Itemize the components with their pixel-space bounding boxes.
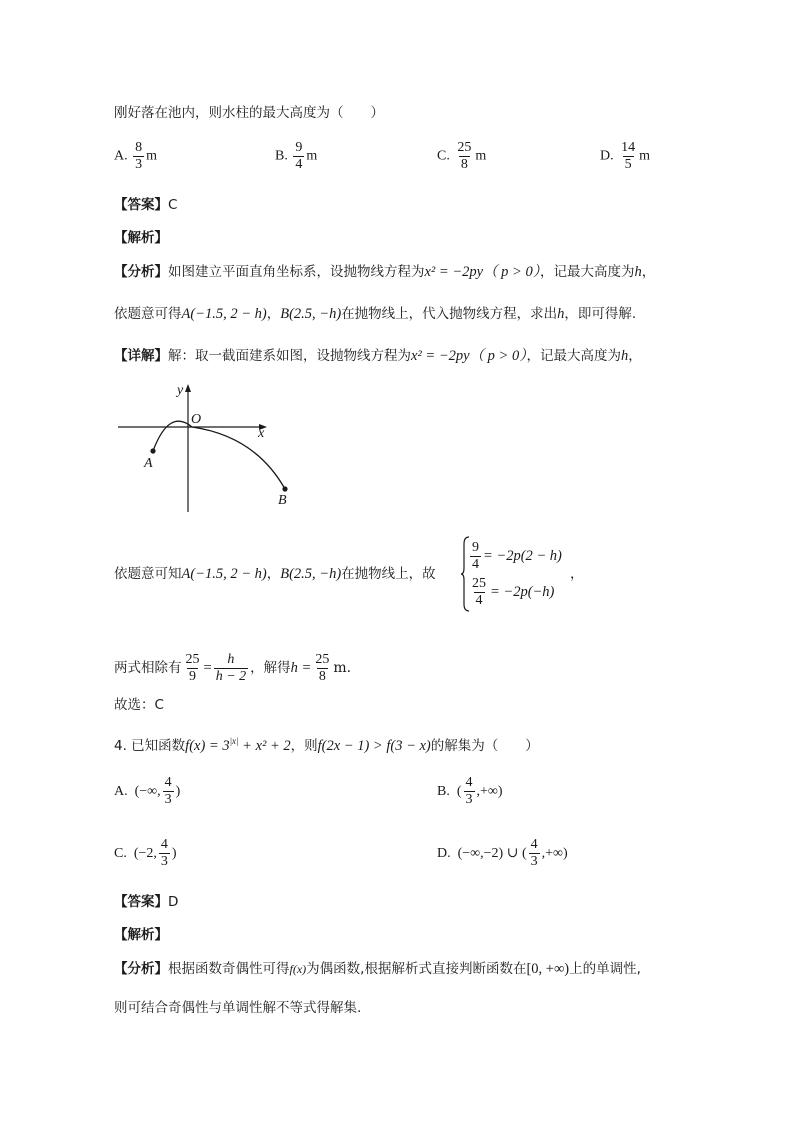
point-b-dot: [282, 486, 287, 491]
fraction: $\frac{4}{3}$: [465, 775, 473, 807]
detail-text: 在抛物线上，故: [341, 566, 436, 582]
point-a-dot: [150, 448, 155, 453]
analysis-line-2: [114, 305, 636, 323]
detail-text: 两式相除有: [114, 660, 182, 676]
choose-line: 故选：C: [114, 697, 164, 713]
h-symbol: h: [634, 264, 642, 280]
inequality: f(2x − 1) > f(3 − x): [317, 738, 431, 754]
detail-line-3: [114, 648, 351, 688]
fraction: $\frac{25}{8}$: [315, 651, 330, 684]
detail-line-1: [114, 347, 642, 365]
fraction: $\frac{25}{4}$: [472, 575, 486, 608]
option-c: C. $\frac{25}{8}$ m: [437, 140, 487, 172]
punct: ，: [570, 566, 584, 582]
detail-text: 解：取一截面建系如图，设抛物线方程为: [168, 348, 411, 364]
option-b: B. ( $\frac{4}{3}$ ,+∞): [437, 775, 503, 807]
question-stem-tail: 刚好落在池内，则水柱的最大高度为（ ）: [114, 105, 384, 121]
a-label: A: [144, 456, 153, 471]
fraction: $\frac{8}{3}$: [135, 140, 143, 172]
option-label: A.: [114, 148, 128, 164]
punct: ，: [266, 566, 281, 582]
fraction: $\frac{14}{5}$: [621, 140, 636, 172]
x-label: x: [258, 426, 265, 441]
point-b: B(2.5, −h): [280, 566, 342, 582]
analysis-text: 根据函数奇偶性可得: [168, 961, 290, 977]
fraction: $\frac{4}{3}$: [160, 837, 168, 869]
punct: ，: [628, 348, 642, 364]
point-a: A(−1.5, 2 − h): [181, 566, 267, 582]
detail-tag: 【详解】: [114, 348, 168, 364]
h-symbol: h: [557, 306, 565, 322]
p-condition: （ p > 0）: [469, 348, 527, 364]
fraction: $\frac{25}{8}$: [457, 140, 472, 172]
parabola-figure: [110, 378, 300, 518]
period: .: [346, 660, 352, 676]
equals: =: [203, 660, 212, 676]
function-def: $f(x) = 3^{|x|} + x^2 + 2$: [185, 736, 291, 754]
h-symbol: h: [620, 348, 629, 364]
option-c: C. (−2, $\frac{4}{3}$ ): [114, 837, 177, 869]
fraction: $\frac{4}{3}$: [164, 775, 172, 807]
punct: ，: [266, 306, 281, 322]
parabola-equation: x² = −2py: [411, 348, 470, 364]
detail-text: ，解得: [250, 660, 291, 676]
equation-rhs: = −2p(2 − h): [483, 547, 562, 564]
answer-value: C: [168, 197, 178, 213]
detail-text: ，记最大高度为: [526, 348, 621, 364]
analysis-text: 依题意可得: [114, 306, 182, 322]
analysis-line-2: 则可结合奇偶性与单调性解不等式得解集.: [114, 1000, 362, 1016]
unit: m: [333, 660, 347, 676]
answer-tag: 【答案】: [114, 894, 168, 910]
option-label: C.: [437, 148, 450, 164]
option-d: D. (−∞,−2) ∪ ( $\frac{4}{3}$ ,+∞): [437, 837, 568, 869]
point-b: B(2.5, −h): [280, 306, 342, 322]
answer-tag: 【答案】: [114, 197, 168, 213]
analysis-line-1: [114, 263, 655, 281]
option-label: A.: [114, 783, 128, 799]
question-4-stem: [114, 732, 539, 755]
option-a: A. (−∞, $\frac{4}{3}$ ): [114, 775, 181, 807]
analysis-text: 上的单调性,: [569, 961, 641, 977]
b-label: B: [278, 493, 287, 508]
h-equals: h =: [290, 660, 312, 676]
equation-rhs: = −2p(−h): [490, 583, 555, 600]
stem-text: ，则: [290, 738, 318, 754]
option-label: D.: [600, 148, 614, 164]
analysis-text: ，记最大高度为: [539, 264, 635, 280]
analysis-tag: 【分析】: [114, 961, 168, 977]
answer-line: [114, 196, 177, 214]
jiexi-tag: 【解析】: [114, 927, 168, 943]
function-ref: f(x): [289, 962, 307, 976]
option-d: D. $\frac{14}{5}$ m: [600, 140, 651, 172]
punct: ，: [641, 264, 656, 280]
parabola-equation: x² = −2py: [424, 264, 484, 280]
y-label: y: [177, 383, 184, 398]
fraction: $\frac{4}{3}$: [530, 837, 538, 869]
interval: [0, +∞): [526, 961, 570, 977]
analysis-text: ，即可得解.: [564, 306, 637, 322]
option-label: C.: [114, 845, 127, 861]
detail-line-2: [114, 565, 436, 583]
option-a: A. $\frac{8}{3}$ m: [114, 140, 158, 172]
jiexi-tag: 【解析】: [114, 230, 168, 246]
option-label: B.: [275, 148, 288, 164]
analysis-text: 如图建立平面直角坐标系，设抛物线方程为: [168, 264, 425, 280]
analysis-text: 为偶函数,根据解析式直接判断函数在: [306, 961, 527, 977]
system-row-2: [468, 574, 562, 610]
equation-system: [468, 538, 562, 610]
parabola-curve: [153, 421, 285, 489]
y-axis-arrow: [185, 384, 191, 392]
detail-text: 依题意可知: [114, 566, 182, 582]
analysis-text: 在抛物线上，代入抛物线方程，求出: [341, 306, 558, 322]
fraction: $\frac{9}{4}$: [472, 539, 479, 572]
origin-label: O: [191, 412, 202, 427]
stem-text: 4. 已知函数: [114, 738, 186, 754]
analysis-tag: 【分析】: [114, 264, 168, 280]
option-b: B. $\frac{9}{4}$ m: [275, 140, 318, 172]
analysis-line-1: [114, 960, 641, 978]
answer-line: [114, 893, 178, 911]
option-label: B.: [437, 783, 450, 799]
fraction: $\frac{25}{9}$: [185, 651, 200, 684]
answer-value: D: [168, 894, 179, 910]
point-a: A(−1.5, 2 − h): [181, 306, 267, 322]
fraction: $\frac{h}{h - 2}$: [215, 651, 247, 684]
option-label: D.: [437, 845, 451, 861]
p-condition: （ p > 0）: [483, 264, 540, 280]
system-row-1: [468, 538, 562, 574]
stem-text: 的解集为（ ）: [430, 738, 539, 754]
fraction: $\frac{9}{4}$: [295, 140, 303, 172]
